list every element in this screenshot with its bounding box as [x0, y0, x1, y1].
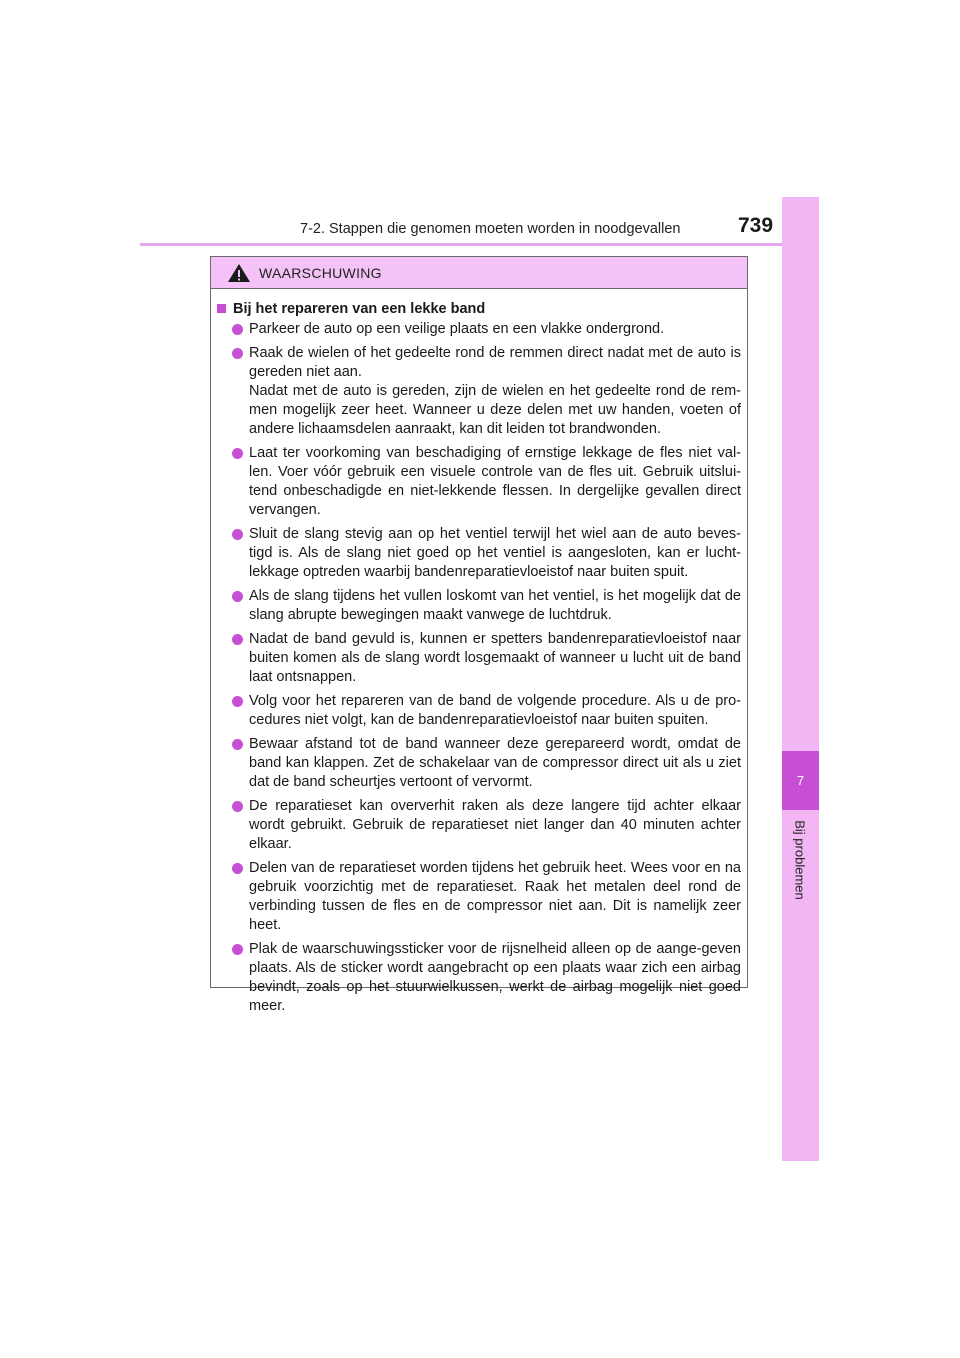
- bullet-dot: [232, 801, 243, 812]
- chapter-marker: [782, 751, 819, 810]
- warning-list: [217, 320, 741, 1016]
- list-item: [217, 859, 741, 935]
- list-item: [217, 630, 741, 687]
- warning-header: [211, 257, 747, 289]
- section-title-text: Bij het repareren van een lekke band: [233, 301, 486, 317]
- bullet-dot: [232, 591, 243, 602]
- list-item-text: Delen van de reparatieset worden tijdens het gebruik heet. Wees voor en na gebruik voorzichtig met de reparatieset. Raak het metalen deel rond de verbinding tussen de fles en de compressor niet aan. Dit is namelijk zeer heet.: [249, 860, 741, 933]
- list-item: [217, 525, 741, 582]
- list-item: [217, 692, 741, 730]
- bullet-dot: [232, 324, 243, 335]
- header-rule: [140, 243, 819, 246]
- list-item-text: De reparatieset kan oververhit raken als deze langere tijd achter elkaar wordt gebruikt. Gebruik de reparatieset niet langer dan 40 minuten achter elkaar.: [249, 798, 741, 852]
- list-item-text: Als de slang tijdens het vullen loskomt van het ventiel, is het mogelijk dat de slang abrupte bewegingen maakt vanwege de luchtdruk.: [249, 588, 741, 623]
- bullet-dot: [232, 863, 243, 874]
- section-title: [217, 301, 741, 317]
- list-item: [217, 797, 741, 854]
- chapter-number: 7: [796, 773, 805, 788]
- list-item: [217, 940, 741, 1016]
- bullet-dot: [232, 348, 243, 359]
- page-number: 739: [738, 214, 774, 237]
- list-item-text: Volg voor het repareren van de band de volgende procedure. Als u de pro-cedures niet volgt, kan de bandenreparatievloeistof naar buiten spuiten.: [249, 693, 741, 728]
- warning-title: WAARSCHUWING: [259, 264, 382, 281]
- list-item-text: Nadat de band gevuld is, kunnen er spetters bandenreparatievloeistof naar buiten komen als de slang wordt losgemaakt of wanneer u lucht uit de band laat ontsnappen.: [249, 631, 741, 685]
- page-header-title: 7-2. Stappen die genomen moeten worden in noodgevallen: [300, 221, 681, 237]
- section-marker: [217, 304, 226, 313]
- list-item: [217, 320, 741, 339]
- warning-body: [211, 289, 747, 1016]
- list-item: [217, 344, 741, 439]
- bullet-dot: [232, 739, 243, 750]
- warning-box: [210, 256, 748, 1014]
- bullet-dot: [232, 448, 243, 459]
- list-item-text: Plak de waarschuwingssticker voor de rijsnelheid alleen op de aange-geven plaats. Als de sticker wordt aangebracht op een plaats waar zich een airbag bevindt, zoals op het stuurwielkussen, werkt de airbag mogelijk niet goed meer.: [249, 941, 741, 1014]
- list-item-text: Bewaar afstand tot de band wanneer deze gerepareerd wordt, omdat de band kan klappen. Zet de schakelaar van de compressor direct uit als u ziet dat de band scheurtjes vertoont of vervormt.: [249, 736, 741, 790]
- list-item: [217, 587, 741, 625]
- warning-triangle-icon: [227, 263, 251, 283]
- list-item-text: Laat ter voorkoming van beschadiging of ernstige lekkage de fles niet val-len. Voer vóór gebruik een visuele controle van de fles uit. Gebruik uitslui-tend onbeschadigde en niet-lekkende flessen. In dergelijke gevallen direct vervangen.: [249, 445, 741, 518]
- bullet-dot: [232, 634, 243, 645]
- list-item-text: Raak de wielen of het gedeelte rond de remmen direct nadat met de auto is gereden niet aan. Nadat met de auto is gereden, zijn de wielen en het gedeelte rond de rem-men mogelijk zeer heet. Wanneer u deze delen met uw handen, voeten of andere lichaamsdelen aanraakt, kan dit leiden tot brandwonden.: [249, 345, 741, 437]
- list-item: [217, 735, 741, 792]
- bullet-dot: [232, 529, 243, 540]
- bullet-dot: [232, 696, 243, 707]
- list-item-text: Sluit de slang stevig aan op het ventiel terwijl het wiel aan de auto beves-tigd is. Als de slang niet goed op het ventiel is aangesloten, kan er lucht-lekkage optreden waarbij bandenreparatievloeistof naar buiten spuit.: [249, 526, 741, 580]
- list-item-text: Parkeer de auto op een veilige plaats en een vlakke ondergrond.: [249, 321, 665, 337]
- bullet-dot: [232, 944, 243, 955]
- chapter-label: Bij problemen: [792, 820, 808, 900]
- list-item: [217, 444, 741, 520]
- chapter-side-tab: [782, 197, 819, 1161]
